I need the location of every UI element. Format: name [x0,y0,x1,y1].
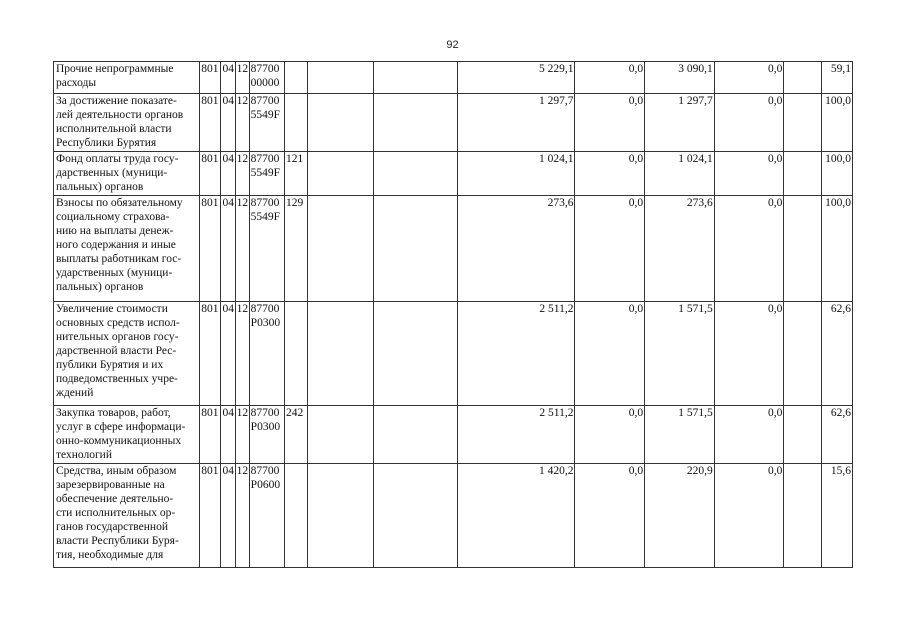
ved-cell: 801 [200,62,221,94]
cs-line: 87700 [250,407,280,419]
sum2-cell: 0,0 [575,302,645,406]
sum2-cell: 0,0 [575,152,645,196]
cs-cell [249,94,284,152]
sum3-cell: 1 571,5 [645,302,715,406]
sum4-cell: 0,0 [714,94,784,152]
row-name-cell [54,196,200,302]
pct-cell: 15,6 [821,464,852,568]
table-row [54,94,853,152]
pct-cell: 62,6 [821,406,852,464]
pr-cell: 12 [235,196,249,302]
vr-cell: 242 [284,406,307,464]
vr-cell [284,62,307,94]
sum2-cell: 0,0 [575,196,645,302]
rz-cell: 04 [221,152,235,196]
sum3-cell: 1 571,5 [645,406,715,464]
row-name-cell [54,62,200,94]
row-name-cell [54,94,200,152]
ved-cell: 801 [200,152,221,196]
row-name-line: Взносы по обязательному [56,197,183,209]
empty-cell [784,94,821,152]
sum1-cell: 5 229,1 [458,62,575,94]
empty-cell [308,406,374,464]
row-name-cell [54,406,200,464]
row-name-line: ждений [56,387,94,399]
empty-cell [784,152,821,196]
cs-cell [249,196,284,302]
ved-cell: 801 [200,302,221,406]
row-name-cell [54,302,200,406]
cs-cell [249,62,284,94]
ved-cell: 801 [200,406,221,464]
row-name-cell [54,152,200,196]
row-name-line: социальному страхова- [56,211,170,223]
row-name-line: Прочие непрограммные [56,63,174,75]
empty-cell [373,464,458,568]
rz-cell: 04 [221,196,235,302]
row-name-line: Фонд оплаты труда госу- [56,153,179,165]
empty-cell [308,302,374,406]
row-name-line: власти Республики Буря- [56,535,179,547]
sum4-cell: 0,0 [714,302,784,406]
row-name-line: технологий [56,449,112,461]
sum3-cell: 273,6 [645,196,715,302]
cs-line: P0600 [250,479,281,491]
table-row [54,464,853,568]
row-name-line: подведомственных учре- [56,373,178,385]
empty-cell [373,94,458,152]
table-row [54,152,853,196]
sum4-cell: 0,0 [714,62,784,94]
row-name-line: нительных органов госу- [56,331,179,343]
cs-cell [249,464,284,568]
cs-line: 87700 [250,63,280,75]
row-name-line: публики Бурятия и их [56,359,164,371]
table-row [54,196,853,302]
row-name-line: Республики Бурятия [56,137,157,149]
sum3-cell: 1 297,7 [645,94,715,152]
rz-cell: 04 [221,62,235,94]
cs-cell [249,406,284,464]
page-number: 92 [446,39,459,51]
cs-cell [249,302,284,406]
cs-line: 87700 [250,197,280,209]
row-name-line: пальных) органов [56,181,144,193]
empty-cell [784,406,821,464]
row-name-line: выплаты работникам гос- [56,253,182,265]
pct-cell: 62,6 [821,302,852,406]
cs-cell [249,152,284,196]
sum1-cell: 1 420,2 [458,464,575,568]
pct-cell: 100,0 [821,152,852,196]
row-name-line: основных средств испол- [56,317,180,329]
empty-cell [308,152,374,196]
row-name-line: тия, необходимые для [56,549,164,561]
empty-cell [373,196,458,302]
sum4-cell: 0,0 [714,406,784,464]
empty-cell [784,302,821,406]
empty-cell [308,464,374,568]
pct-cell: 100,0 [821,94,852,152]
empty-cell [308,196,374,302]
pr-cell: 12 [235,152,249,196]
row-name-line: зарезервированные на [56,479,165,491]
cs-line: 5549F [250,211,281,223]
empty-cell [784,196,821,302]
cs-line: 5549F [250,109,281,121]
row-name-line: дарственной власти Рес- [56,345,177,357]
empty-cell [373,62,458,94]
row-name-line: пальных) органов [56,281,144,293]
cs-line: 87700 [250,465,280,477]
sum1-cell: 2 511,2 [458,302,575,406]
vr-cell: 129 [284,196,307,302]
cs-line: 87700 [250,153,280,165]
cs-line: P0300 [250,421,281,433]
cs-line: 5549F [250,167,281,179]
empty-cell [373,406,458,464]
row-name-line: Закупка товаров, работ, [56,407,171,419]
row-name-line: Увеличение стоимости [56,303,168,315]
row-name-line: сти исполнительных ор- [56,507,176,519]
cs-line: 87700 [250,95,280,107]
row-name-line: исполнительной власти [56,123,172,135]
row-name-line: расходы [56,77,97,89]
row-name-line: За достижение показате- [56,95,177,107]
cs-line: 87700 [250,303,280,315]
rz-cell: 04 [221,464,235,568]
rz-cell: 04 [221,94,235,152]
row-name-line: обеспечение деятельно- [56,493,174,505]
ved-cell: 801 [200,94,221,152]
rz-cell: 04 [221,302,235,406]
pr-cell: 12 [235,406,249,464]
row-name-line: лей деятельности органов [56,109,184,121]
empty-cell [308,94,374,152]
sum1-cell: 273,6 [458,196,575,302]
vr-cell [284,302,307,406]
row-name-cell [54,464,200,568]
table-row [54,302,853,406]
budget-table [53,61,853,568]
empty-cell [784,464,821,568]
row-name-line: ганов государственной [56,521,168,533]
pr-cell: 12 [235,94,249,152]
sum1-cell: 1 297,7 [458,94,575,152]
sum2-cell: 0,0 [575,464,645,568]
table-row [54,62,853,94]
row-name-line: онно-коммуникационных [56,435,182,447]
empty-cell [784,62,821,94]
row-name-line: нию на выплаты денеж- [56,225,174,237]
pr-cell: 12 [235,302,249,406]
rz-cell: 04 [221,406,235,464]
sum3-cell: 220,9 [645,464,715,568]
pr-cell: 12 [235,464,249,568]
cs-line: P0300 [250,317,281,329]
ved-cell: 801 [200,464,221,568]
sum3-cell: 3 090,1 [645,62,715,94]
sum1-cell: 1 024,1 [458,152,575,196]
row-name-line: ударственных (муници- [56,267,173,279]
sum4-cell: 0,0 [714,464,784,568]
row-name-line: дарственных (муници- [56,167,168,179]
empty-cell [373,152,458,196]
sum3-cell: 1 024,1 [645,152,715,196]
empty-cell [373,302,458,406]
sum2-cell: 0,0 [575,406,645,464]
pr-cell: 12 [235,62,249,94]
sum1-cell: 2 511,2 [458,406,575,464]
table-row [54,406,853,464]
row-name-line: Средства, иным образом [56,465,177,477]
empty-cell [308,62,374,94]
ved-cell: 801 [200,196,221,302]
sum2-cell: 0,0 [575,62,645,94]
sum4-cell: 0,0 [714,152,784,196]
sum2-cell: 0,0 [575,94,645,152]
sum4-cell: 0,0 [714,196,784,302]
vr-cell [284,94,307,152]
cs-line: 00000 [250,77,280,89]
pct-cell: 59,1 [821,62,852,94]
vr-cell [284,464,307,568]
row-name-line: услуг в сфере информаци- [56,421,186,433]
vr-cell: 121 [284,152,307,196]
row-name-line: ного содержания и иные [56,239,176,251]
pct-cell: 100,0 [821,196,852,302]
